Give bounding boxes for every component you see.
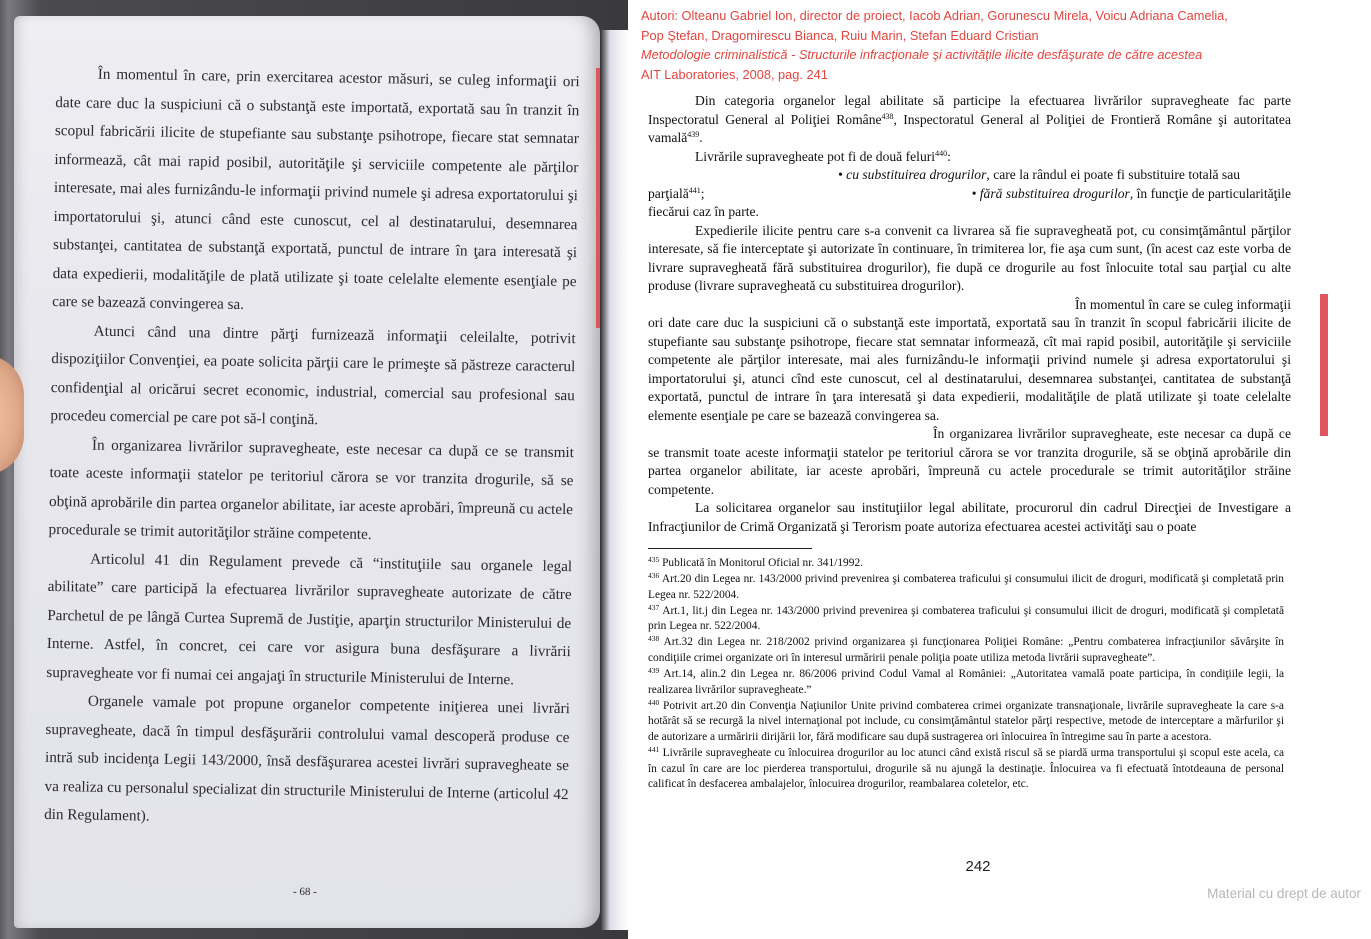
scanned-body-text [648,92,1291,536]
citation-header [641,6,1341,84]
scan-p2-text-b: : [947,148,951,164]
footnote-text: Art.32 din Legea nr. 218/2002 privind organizarea şi funcţionarea Poliţiei Române: „Pentru combaterea infracţiunilor săvârşite în condiţiile crimei organizate ori în interesul urmăririi penale poliţia poate utiliza metoda livrării supravegheate”. [648,636,1284,665]
scan-bullet-2-sep: ; [700,185,705,201]
scan-paragraph-1 [648,92,1291,148]
book-paragraph-5: Organele vamale pot propune organelor competente iniţierea unei livrări supravegheate, dacă în timpul desfăşurării controlului vamal descoperă produse ce intră sub incidenţa Legii 143/2000, însă desfăşurarea acestei livrări supravegheate se va realiza cu personalul specializat din structurile Ministerului de Interne (articolul 42 din Regulament). [44,692,571,825]
footnote-ref-439: 439 [687,130,700,139]
citation-authors-line-1: Autori: Olteanu Gabriel Ion, director de proiect, Iacob Adrian, Gorunescu Mirela, Voicu Adriana Camelia, [641,8,1228,23]
book-page-number: - 68 - [292,885,317,898]
book-page-edge [600,30,628,930]
book-paragraph-1: În momentul în care, prin exercitarea acestor măsuri, se culeg informaţii ori date care duc la suspiciuni că o substanţă este importată, exportată sau în tranzit în scopul fabricării ilicite de stupefiante sau substanţe psihotrope, fiecare stat semnatar informează, cât mai rapid posibil, autorităţile şi serviciile competente ale părţilor interesate, mai ales furnizându-le informaţii privind numele şi adresa exportatorului şi importatorului şi, atunci când este cunoscut, cel al destinatarului, desemnarea substanţei, cantitatea de substanţă exportată, punctul de intrare în ţara interesată şi data expedierii, modalităţile de plată utilizate şi toate celelalte elemente esenţiale pe care se bazează convingerea sa. [52,65,580,313]
highlight-mark-right [1320,294,1328,436]
book-page-text [43,60,580,910]
footnote-text: Potrivit art.20 din Convenţia Naţiunilor Unite privind combaterea crimei organizate transnaţionale, livrările supravegheate la care s-a hotărât să se recurgă la nivel internaţional pot include, cu consimţământul statelor părţi respective, metode de interceptare a mărfurilor şi de autorizare a urmăririi dirijării lor, fără modificare sau după sustragerea ori înlocuirea în întregime sau în parte a acestora. [648,699,1284,744]
scan-p1-text-a: Din categoria organelor legal abilitate să participe la efectuarea livrărilor supravegheate fac parte Inspectoratul General al Poliţiei Române [648,93,1291,127]
footnote-text: Art.20 din Legea nr. 143/2000 privind prevenirea şi combaterea traficului şi consumului ilicit de droguri, modificată şi completată prin Legea nr. 522/2004. [648,573,1284,601]
scan-p2-text-a: Livrările supravegheate pot fi de două feluri [695,148,936,164]
footnote-text: Publicată în Monitorul Oficial nr. 341/1992. [659,557,863,569]
scan-paragraph-6: În organizarea livrărilor supravegheate, este necesar ca după ce se transmit toate aceste informaţii statelor pe teritoriul cărora se vor tranzita drogurile, să se obţină aprobările din partea organelor abilitate, iar aceste aprobări, împreună cu actele procedurale se trimit autorităţilor străine competente. [648,426,1291,497]
scan-bullet-2-item [972,185,1291,204]
scan-paragraph-3: fiecărui caz în parte. [648,204,759,219]
citation-title: Metodologie criminalistică - Structurile infracţionale şi activităţile ilicite desfăşurate de către acestea [641,47,1203,63]
book-paragraph-4: Articolul 41 din Regulament prevede că “instituţiile sau organele legal abilitate” care participă la efectuarea livrărilor supravegheate autorizate de către Parchetul de pe lângă Curtea Supremă de Justiţie, aparţin structurilor Ministerului de Interne. Astfel, în concret, cei care vor asigura buna desfăşurare a livrării supravegheate vor fi numai cei angajaţi în structurile Ministerului de Interne. [46,550,573,688]
scan-bullet-1-term: • cu substituirea drogurilor [838,167,987,182]
copyright-watermark: Material cu drept de autor [1207,886,1361,901]
scan-p1-text-c: . [699,130,703,145]
footnote-435 [648,556,1284,572]
scan-paragraph-2 [648,148,1291,167]
footnote-text: Livrările supravegheate cu înlocuirea drogurilor au loc atunci când există riscul să se piardă urma transportului şi scopul este acela, ca în cazul în care are loc pierderea transportului, drogurile să nu ajungă la destinaţie. Înlocuirea va fi efectuată întotdeauna de personal calificat în desfacerea ambalajelor, înlocuirea drogurilor, reambalarea coletelor, etc. [648,747,1284,791]
book-paragraph-3: În organizarea livrărilor supravegheate, este necesar ca după ce se transmit toate aceste informaţii statelor pe teritoriul cărora se vor tranzita drogurile, să se obţină aprobările din partea organelor abilitate, iar aceste aprobări, împreună cu actele procedurale se trimit autorităţilor străine competente. [48,436,575,544]
footnote-436 [648,572,1284,603]
book-photo [0,0,628,939]
footnote-number: 438 [648,634,660,644]
footnote-441 [648,746,1284,793]
footnote-439 [648,667,1284,698]
book-paragraph-2: Atunci când una dintre părţi furnizează informaţii celeilalte, potrivit dispoziţiilor Convenţiei, ea poate solicita părţii care le primeşte să păstreze caracterul confidenţial al oricărui secret economic, industrial, comercial sau profesional sau procedeu comercial pe care pot să-l conţină. [50,322,576,429]
scan-bullet-2-lead: parţială [648,185,689,201]
footnote-ref-440: 440 [935,148,948,158]
footnote-divider [648,548,812,549]
citation-authors-line-2: Pop Ştefan, Dragomirescu Bianca, Ruiu Marin, Stefan Eduard Cristian [641,27,1039,43]
footnote-number: 440 [648,697,660,707]
footnote-437 [648,604,1284,635]
footnote-number: 441 [648,745,660,755]
footnote-number: 437 [648,602,660,612]
footnote-438 [648,635,1284,666]
footnote-number: 439 [648,666,660,676]
scan-paragraph-4: Expedierile ilicite pentru care s-a convenit ca livrarea să fie supravegheată pot, cu consimţământul părţilor interesate, să fie interceptate şi autorizate în continuare, în trimiterea lor, fie aşa cum sunt, (în acest caz este vorba de livrare supravegheată fără substituirea drogurilor), fie după ce drogurile au fost înlocuite total sau parţial cu alte produse (livrare supravegheată cu substituirea drogurilor). [648,222,1291,293]
scan-bullet-2-text: , în funcţie de particularităţile [1129,185,1291,201]
footnote-ref-441: 441 [688,185,701,195]
citation-publisher: AIT Laboratories, 2008, pag. 241 [641,66,828,82]
footnote-440 [648,699,1284,746]
footnote-text: Art.14, alin.2 din Legea nr. 86/2006 privind Codul Vamal al României: „Autoritatea vamală poate participa, în condiţiile legii, la realizarea livrărilor supravegheate.” [648,668,1284,696]
footnotes [648,556,1284,793]
scan-bullet-1-text: , care la rândul ei poate fi substituire totală sau [986,167,1241,182]
scan-bullet-2-term: • fără substituirea drogurilor [971,185,1130,201]
scan-bullet-2 [648,185,1291,204]
scan-bullet-1 [648,166,1291,185]
footnote-number: 435 [648,555,660,564]
scan-paragraph-7: La solicitarea organelor sau instituţiilor legal abilitate, procurorul din cadrul Direcţiei de Investigare a Infracţiunilor de Crimă Organizată şi Terorism poate autoriza efectuarea acestei activităţi sau o poate [648,500,1291,534]
scan-page-number: 242 [965,858,991,875]
footnote-ref-438: 438 [881,111,894,121]
footnote-number: 436 [648,571,660,581]
scan-paragraph-5: În momentul în care se culeg informaţii ori date care duc la suspiciuni că o substanţă este importată, exportată sau în tranzit în scopul fabricării ilicite de stupefiante sau substanţe psihotrope, fiecare stat semnatar informează, cît mai rapid posibil, autorităţile şi serviciile competente ale părţilor interesate, mai ales furnizându-le informaţii privind numele şi adresa exportatorului şi importatorului şi, atunci cînd este cunoscut, cel al destinatarului, desemnarea substanţei, cantitatea de substanţă exportată, punctul de intrare în ţara interesată şi data expedierii, modalităţile de plată utilizate şi toate celelalte elemente esenţiale pe care se bazează convingerea sa. [648,296,1291,423]
scan-p1-text-b: , Inspectoratul General al Poliţiei de Frontieră Române şi autoritatea vamală [648,111,1291,145]
footnote-text: Art.1, lit.j din Legea nr. 143/2000 privind prevenirea şi combaterea traficului şi consumului ilicit de droguri, modificată şi completată prin Legea nr. 522/2004. [648,604,1284,633]
